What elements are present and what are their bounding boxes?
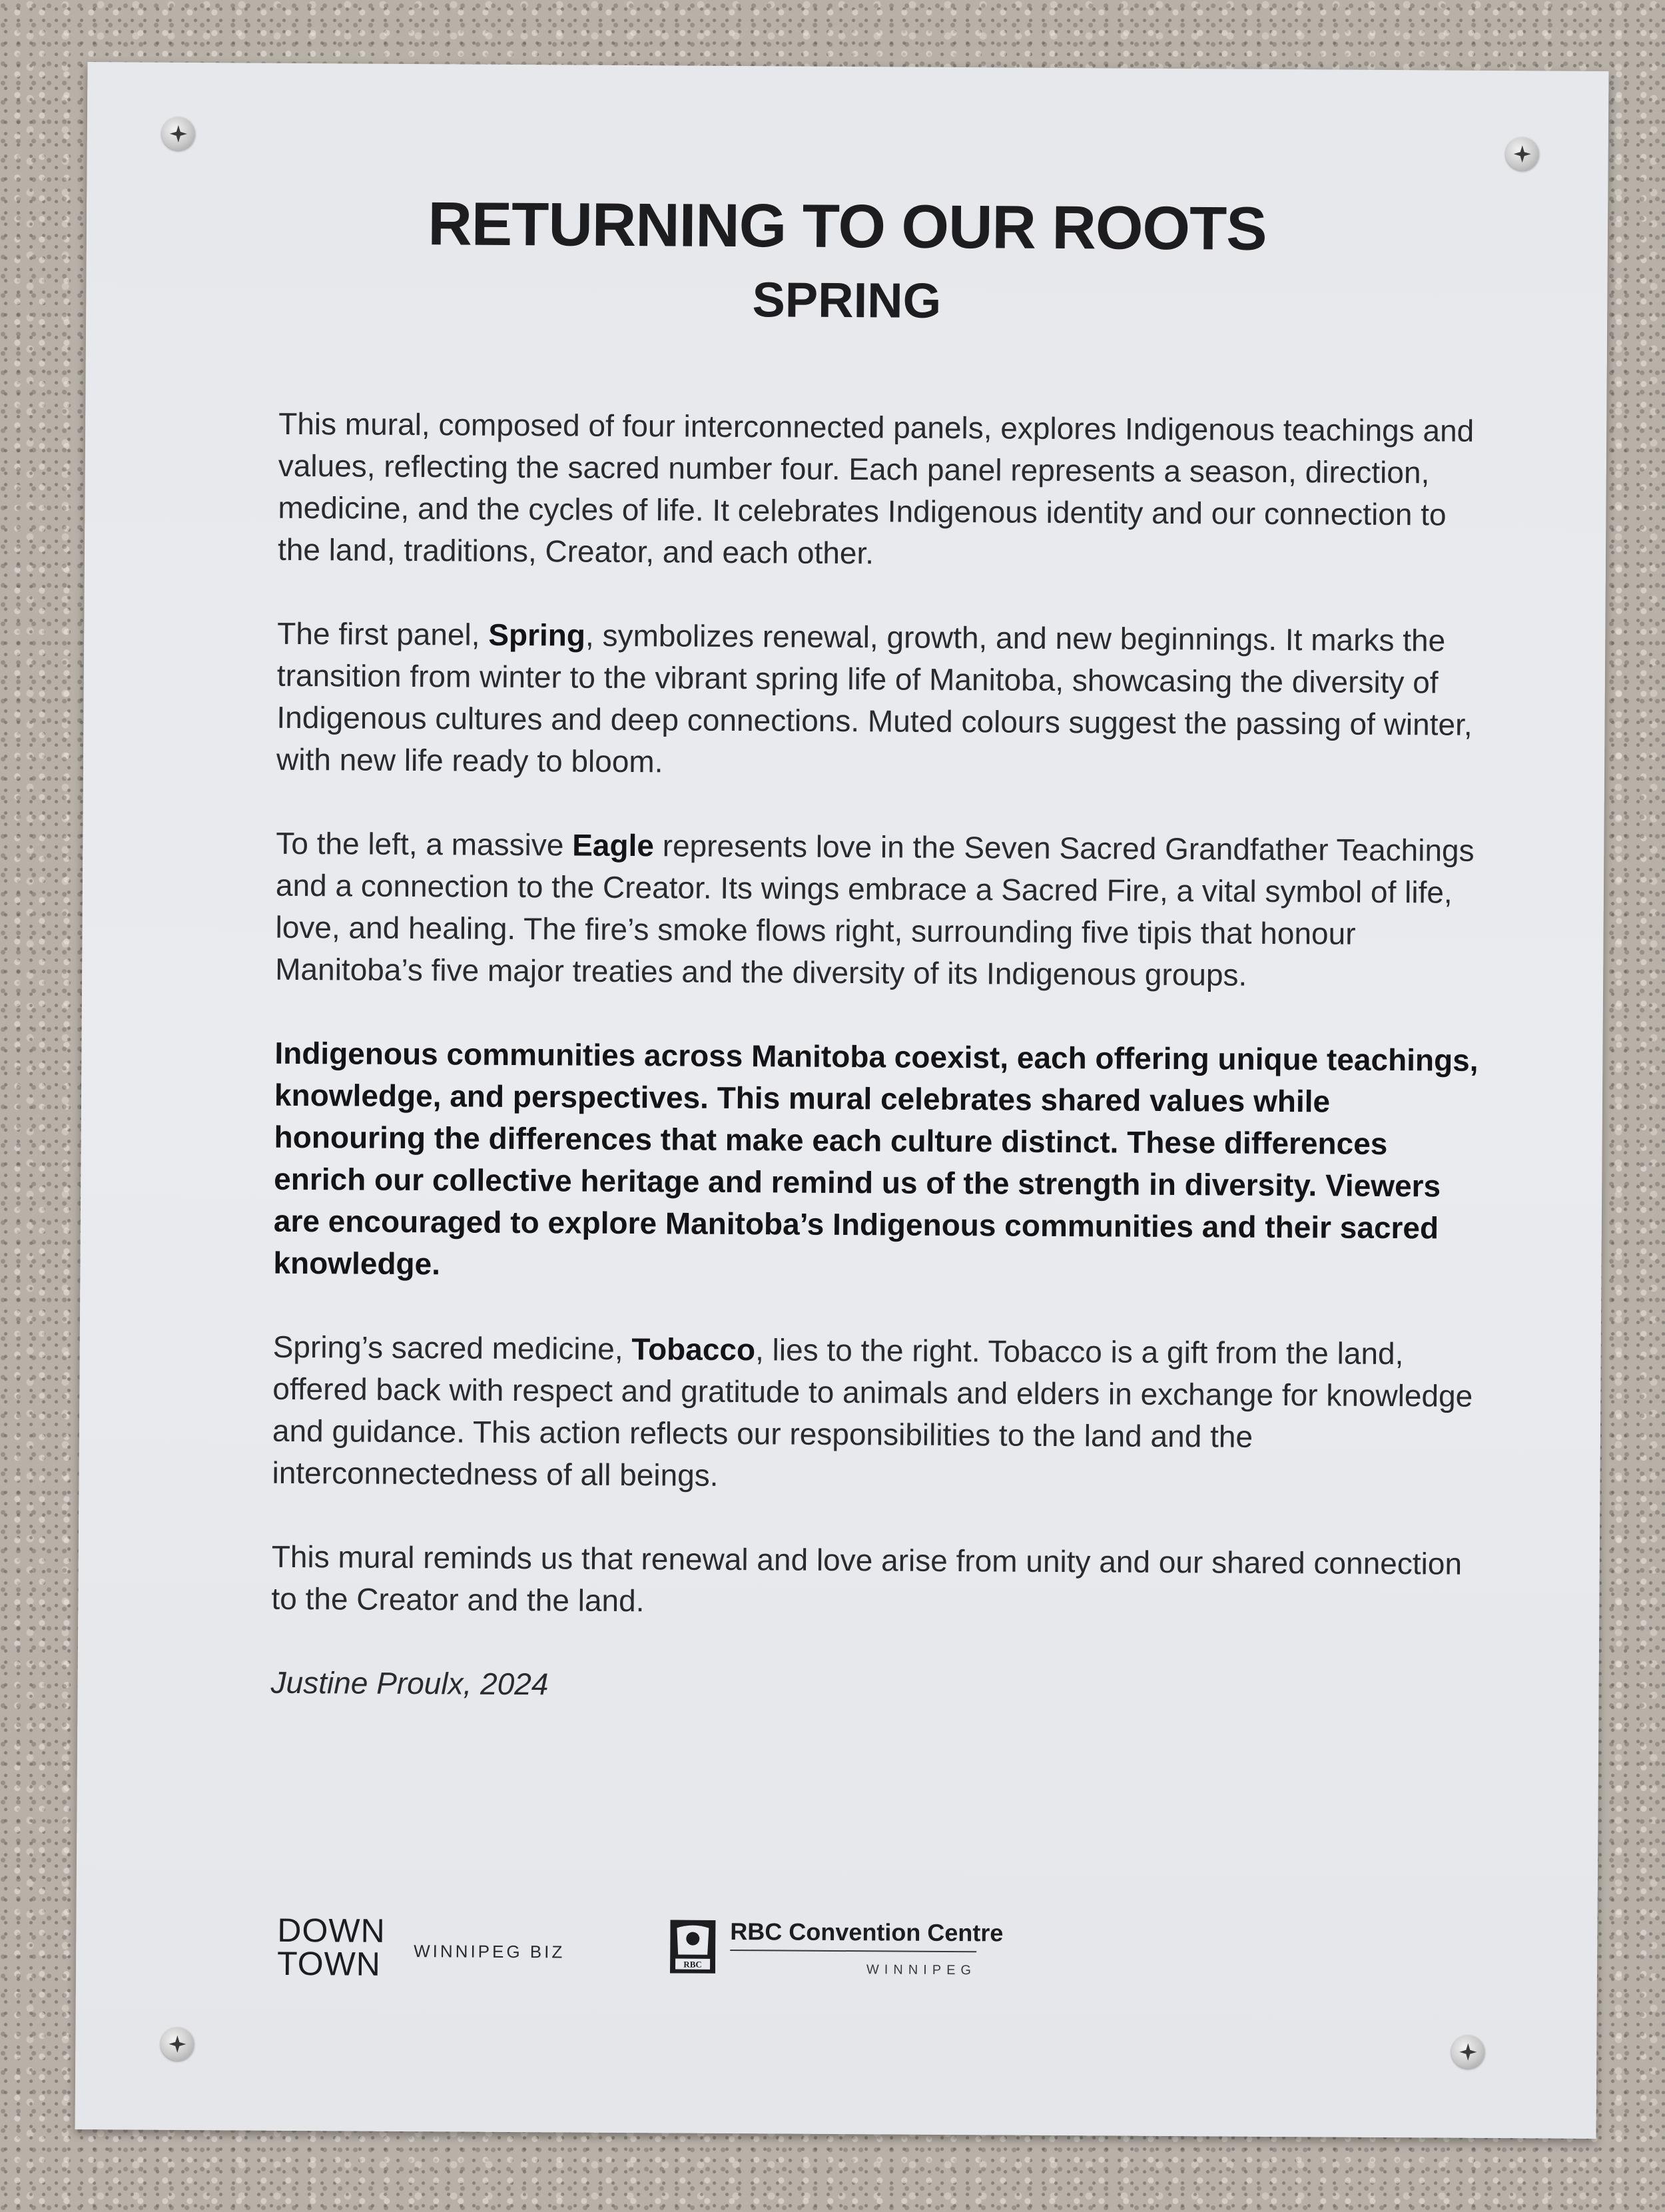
text-run: The first panel,: [277, 615, 489, 652]
emphasis-tobacco: Tobacco: [631, 1331, 756, 1367]
paragraph-tobacco: [272, 1326, 1479, 1501]
downtown-biz-label: WINNIPEG BIZ: [414, 1941, 565, 1962]
sponsor-logos: [276, 1911, 1144, 1999]
text-run: To the left, a massive: [276, 825, 573, 863]
screw-icon: [1506, 137, 1539, 171]
rbc-lion-shield-icon: [670, 1920, 715, 1973]
paragraph-eagle: [275, 823, 1482, 998]
downtown-logo-line: TOWN: [276, 1944, 382, 1983]
emphasis-eagle: Eagle: [572, 827, 655, 863]
rbc-city-label: WINNIPEG: [866, 1962, 977, 1978]
text-run: , symbolizes renewal, growth, and new beginnings. It marks the transition from winter to the vibrant spring life of Manitoba, showcasing the diversity of Indigenous cultures and deep connections. Muted colours suggest the passing of winter, with new life ready to bloom.: [276, 617, 1473, 779]
text-run: Spring’s sacred medicine,: [272, 1329, 632, 1367]
text-run: , lies to the right. Tobacco is a gift from the land, offered back with respect and gratitude to animals and elders in exchange for knowledge and guidance. This action reflects our responsibilities to the land and the interconnectedness of all beings.: [272, 1332, 1473, 1493]
artist-credit: Justine Proulx, 2024: [270, 1664, 549, 1702]
plaque-title: RETURNING TO OUR ROOTS: [428, 190, 1267, 263]
plaque-body: [270, 403, 1484, 1711]
plaque-subtitle: SPRING: [752, 272, 942, 328]
text-run: represents love in the Seven Sacred Grandfather Teachings and a connection to the Creator. Its wings embrace a Sacred Fire, a vital symbol of life, love, and healing. The fire’s smoke flows right, surrounding five tipis that honour Manitoba’s five major treaties and the diversity of its Indigenous groups.: [275, 828, 1475, 992]
screw-icon: [162, 117, 195, 151]
sign-plaque: [75, 62, 1609, 2139]
screw-icon: [1451, 2035, 1485, 2069]
paragraph-closing: This mural reminds us that renewal and love arise from unity and our shared connection to the Creator and the land.: [271, 1539, 1463, 1619]
screw-icon: [161, 2028, 194, 2061]
paragraph-communities: Indigenous communities across Manitoba coexist, each offering unique teachings, knowledge, and perspectives. This mural celebrates shared values while honouring the differences that make each culture distinct. These differences enrich our collective heritage and remind us of the strength in diversity. Viewers are encouraged to explore Manitoba’s Indigenous communities and their sacred knowledge.: [273, 1035, 1479, 1282]
emphasis-spring: Spring: [488, 617, 586, 653]
paragraph-spring: [276, 613, 1483, 788]
paragraph-intro: This mural, composed of four interconnected panels, explores Indigenous teachings and values, reflecting the sacred number four. Each panel represents a season, direction, medicine, and the cycles of life. It celebrates Indigenous identity and our connection to the land, traditions, Creator, and each other.: [277, 406, 1475, 571]
rbc-mark-text: RBC: [683, 1959, 702, 1970]
rbc-convention-centre-name: RBC Convention Centre: [730, 1918, 976, 1952]
downtown-logo-line: DOWN: [277, 1911, 386, 1950]
downtown-logo: [276, 1911, 386, 1983]
